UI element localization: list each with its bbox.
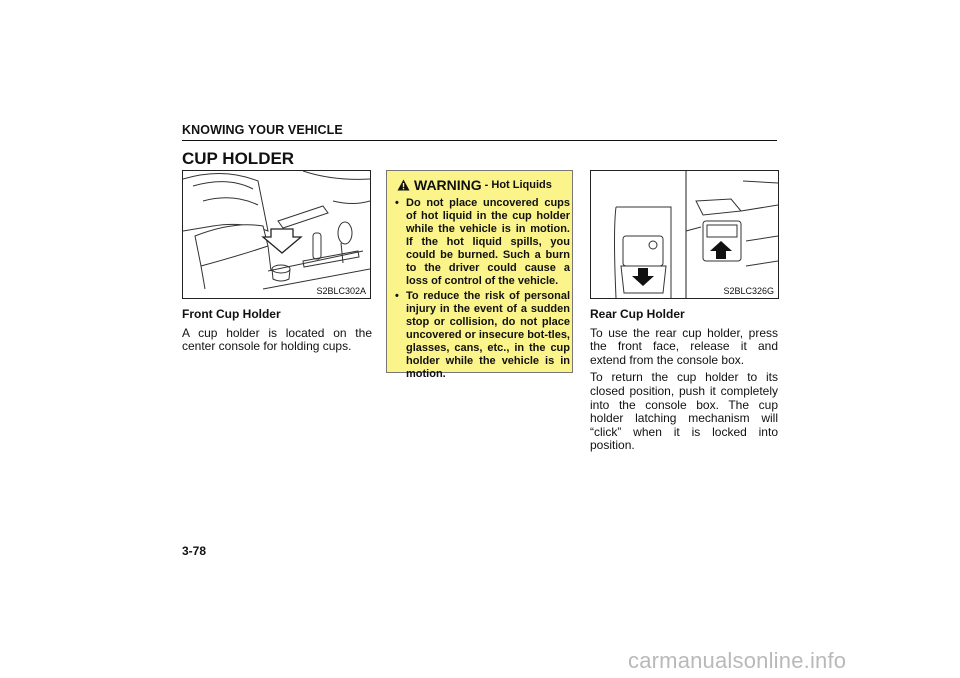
warning-header: [397, 177, 552, 193]
figure-code: S2BLC302A: [316, 286, 366, 296]
front-cup-holder-section: [182, 308, 372, 358]
section-header: KNOWING YOUR VEHICLE: [182, 123, 777, 141]
figure-code: S2BLC326G: [723, 286, 774, 296]
front-console-drawing: [183, 171, 370, 298]
watermark: carmanualsonline.info: [628, 648, 847, 673]
warning-box: [386, 170, 573, 380]
rear-cup-holder-illustration: [590, 170, 779, 299]
page-title: CUP HOLDER: [182, 149, 295, 168]
rear-console-drawing: [591, 171, 778, 298]
front-cup-holder-heading: Front Cup Holder: [182, 307, 281, 321]
front-cup-holder-illustration: [182, 170, 371, 299]
rear-cup-holder-heading: Rear Cup Holder: [590, 307, 685, 321]
warning-subtitle: - Hot Liquids: [484, 179, 552, 191]
rear-cup-holder-paragraph: To return the cup holder to its closed position, push it completely into the console box. The cup holder latching mechanism will “click” when it is locked into position.: [590, 370, 778, 453]
front-cup-holder-text: A cup holder is located on the center console for holding cups.: [182, 325, 372, 354]
warning-list: [395, 197, 570, 383]
rear-cup-holder-paragraph: To use the rear cup holder, press the front face, release it and extend from the console box.: [590, 325, 778, 367]
warning-title: WARNING: [414, 177, 482, 193]
rear-cup-holder-section: [590, 308, 778, 457]
warning-triangle-icon: [397, 179, 410, 191]
warning-item: • To reduce the risk of personal injury in the event of a sudden stop or collision, do not place uncovered or insecure bot-tles, glasses, cans, etc., in the cup holder while the vehicle is in motion.: [395, 290, 570, 381]
page-number: 3-78: [182, 544, 207, 558]
warning-item: • Do not place uncovered cups of hot liquid in the cup holder while the vehicle is in motion. If the hot liquid spills, you could be burned. Such a burn to the driver could cause a loss of control of the vehicle.: [395, 197, 570, 288]
